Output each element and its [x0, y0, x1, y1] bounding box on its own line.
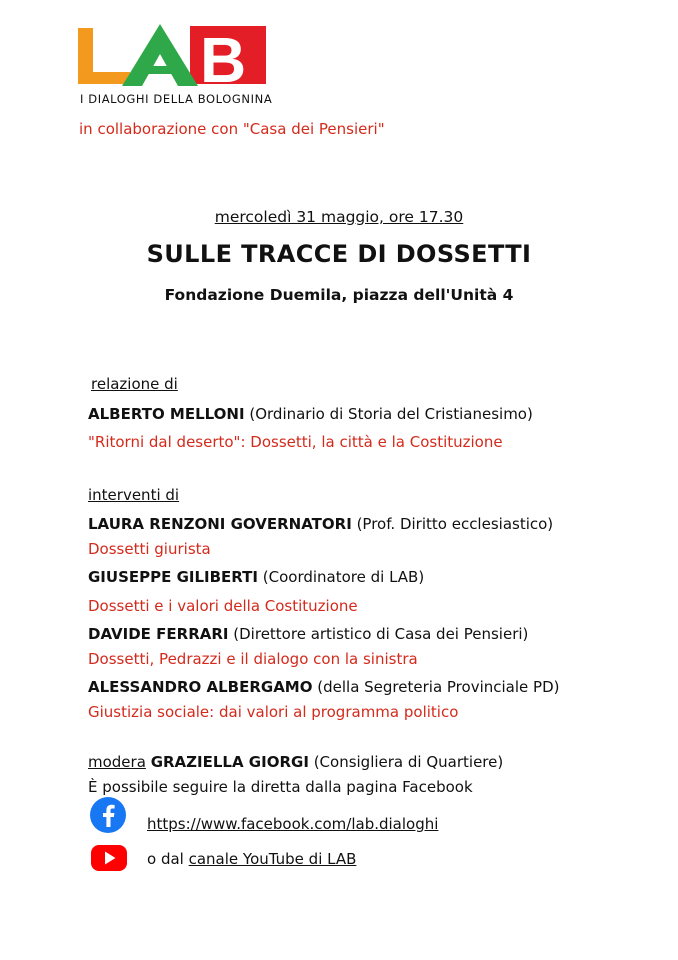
speaker-row — [88, 568, 424, 586]
moderator-name: GRAZIELLA GIORGI — [150, 753, 309, 771]
logo-orange-base — [78, 72, 130, 84]
youtube-icon[interactable] — [90, 843, 128, 873]
event-date: mercoledì 31 maggio, ore 17.30 — [214, 208, 464, 226]
speaker-row — [88, 515, 553, 533]
logo-green-a — [122, 24, 198, 86]
speaker-row — [88, 678, 559, 696]
youtube-line — [147, 850, 356, 868]
relazione-label: relazione di — [91, 375, 178, 393]
facebook-link[interactable]: https://www.facebook.com/lab.dialoghi — [147, 815, 439, 833]
speaker-topic: Dossetti, Pedrazzi e il dialogo con la sinistra — [88, 650, 418, 668]
youtube-prefix: o dal — [147, 850, 184, 868]
moderator-role: (Consigliera di Quartiere) — [313, 753, 504, 771]
logo-green-a-bar — [146, 66, 176, 74]
event-title: SULLE TRACCE DI DOSSETTI — [146, 240, 532, 268]
speaker-name: ALESSANDRO ALBERGAMO — [88, 678, 313, 696]
speaker-role: (Coordinatore di LAB) — [262, 568, 425, 586]
youtube-link[interactable]: canale YouTube di LAB — [188, 850, 357, 868]
speaker-name: DAVIDE FERRARI — [88, 625, 229, 643]
speaker-topic: Dossetti e i valori della Costituzione — [88, 597, 358, 615]
streaming-note: È possibile seguire la diretta dalla pagina Facebook — [88, 778, 473, 796]
moderator-line — [88, 753, 503, 771]
logo-b-letter: B — [200, 24, 247, 88]
speaker-role: (Prof. Diritto ecclesiastico) — [356, 515, 554, 533]
moderator-label: modera — [88, 753, 146, 771]
speaker-name: GIUSEPPE GILIBERTI — [88, 568, 258, 586]
collaboration-note: in collaborazione con "Casa dei Pensieri" — [79, 120, 385, 138]
lab-logo — [78, 24, 266, 88]
speaker-row — [88, 625, 528, 643]
speaker-role: (Ordinario di Storia del Cristianesimo) — [249, 405, 533, 423]
interventi-label: interventi di — [88, 486, 180, 504]
logo-subtitle: I DIALOGHI DELLA BOLOGNINA — [80, 92, 273, 106]
speaker-topic: Giustizia sociale: dai valori al programma politico — [88, 703, 459, 721]
event-venue: Fondazione Duemila, piazza dell'Unità 4 — [164, 286, 514, 304]
facebook-icon[interactable] — [89, 796, 127, 834]
speaker-role: (della Segreteria Provinciale PD) — [317, 678, 560, 696]
relazione-speaker — [88, 405, 533, 423]
logo-text: LAB — [78, 24, 80, 25]
speaker-name: LAURA RENZONI GOVERNATORI — [88, 515, 352, 533]
relazione-topic: "Ritorni dal deserto": Dossetti, la città e la Costituzione — [88, 433, 503, 451]
speaker-role: (Direttore artistico di Casa dei Pensieri) — [233, 625, 529, 643]
speaker-topic: Dossetti giurista — [88, 540, 211, 558]
speaker-name: ALBERTO MELLONI — [88, 405, 245, 423]
